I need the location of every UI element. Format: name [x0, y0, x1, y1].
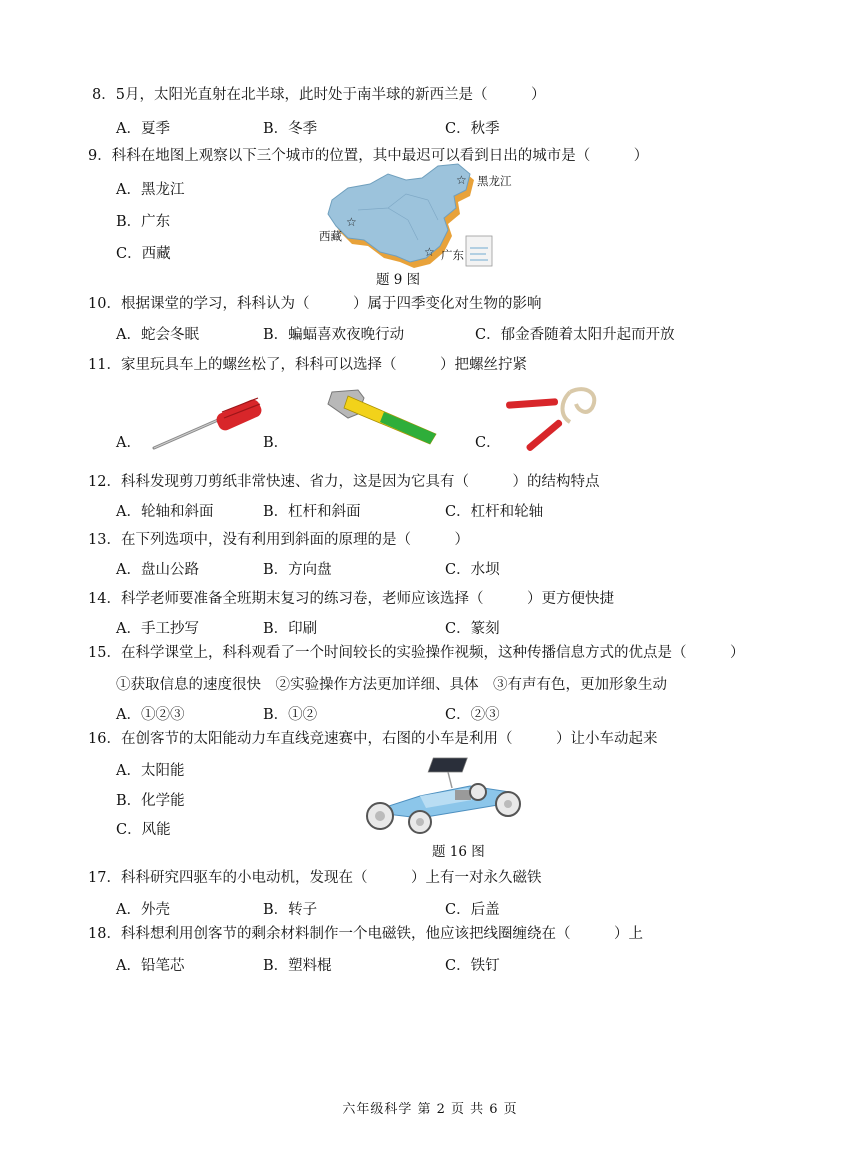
- question-15-stem: 15．在科学课堂上，科科观看了一个时间较长的实验操作视频，这种传播信息方式的优点是（ ）: [88, 645, 745, 661]
- question-14-stem: 14．科学老师要准备全班期末复习的练习卷，老师应该选择（ ）更方便快捷: [88, 591, 614, 607]
- q9-option-c[interactable]: C．西藏: [116, 246, 171, 262]
- china-map-figure: [318, 160, 498, 270]
- q9-option-a[interactable]: A．黑龙江: [116, 182, 185, 198]
- q11-option-a[interactable]: A．: [116, 435, 141, 451]
- screwdriver-icon: [148, 398, 268, 453]
- q17-option-c[interactable]: C．后盖: [445, 902, 500, 918]
- map-label-xizang: 西藏: [319, 229, 342, 243]
- question-9-stem: 9．科科在地图上观察以下三个城市的位置，其中最迟可以看到日出的城市是（ ）: [88, 148, 649, 164]
- map-label-guangdong: 广东: [441, 248, 464, 262]
- q8-option-b[interactable]: B．冬季: [263, 121, 318, 137]
- q18-option-c[interactable]: C．铁钉: [445, 958, 500, 974]
- q16-option-a[interactable]: A．太阳能: [116, 763, 185, 779]
- hammer-icon: [318, 388, 448, 448]
- q8-option-c[interactable]: C．秋季: [445, 121, 500, 137]
- question-8-stem: 8．5月，太阳光直射在北半球，此时处于南半球的新西兰是（ ）: [92, 87, 546, 103]
- q10-option-c[interactable]: C．郁金香随着太阳升起而开放: [475, 327, 675, 343]
- star-guangdong-icon: ☆: [424, 245, 435, 259]
- question-16-stem: 16．在创客节的太阳能动力车直线竞速赛中，右图的小车是利用（ ）让小车动起来: [88, 731, 658, 747]
- q11-option-c[interactable]: C．: [475, 435, 501, 451]
- q14-option-c[interactable]: C．篆刻: [445, 621, 500, 637]
- q15-option-b[interactable]: B．①②: [263, 707, 318, 723]
- map-label-heilongjiang: 黑龙江: [477, 174, 512, 188]
- figure-16-caption: 题 16 图: [432, 844, 485, 860]
- q9-option-b[interactable]: B．广东: [116, 214, 171, 230]
- pliers-icon: [500, 382, 610, 462]
- q14-option-b[interactable]: B．印刷: [263, 621, 318, 637]
- solar-car-figure: [360, 756, 530, 836]
- question-12-stem: 12．科科发现剪刀剪纸非常快速、省力，这是因为它具有（ ）的结构特点: [88, 474, 600, 490]
- q14-option-a[interactable]: A．手工抄写: [116, 621, 199, 637]
- q11-option-b[interactable]: B．: [263, 435, 289, 451]
- q8-option-a[interactable]: A．夏季: [116, 121, 170, 137]
- star-heilongjiang-icon: ☆: [456, 173, 467, 187]
- q16-option-b[interactable]: B．化学能: [116, 793, 185, 809]
- q12-option-b[interactable]: B．杠杆和斜面: [263, 504, 361, 520]
- q15-option-c[interactable]: C．②③: [445, 707, 500, 723]
- q13-option-a[interactable]: A．盘山公路: [116, 562, 199, 578]
- q18-option-b[interactable]: B．塑料棍: [263, 958, 332, 974]
- question-17-stem: 17．科科研究四驱车的小电动机，发现在（ ）上有一对永久磁铁: [88, 870, 542, 886]
- q18-option-a[interactable]: A．铅笔芯: [116, 958, 185, 974]
- q12-option-c[interactable]: C．杠杆和轮轴: [445, 504, 544, 520]
- q15-option-a[interactable]: A．①②③: [116, 707, 185, 723]
- question-13-stem: 13．在下列选项中，没有利用到斜面的原理的是（ ）: [88, 532, 469, 548]
- question-10-stem: 10．根据课堂的学习，科科认为（ ）属于四季变化对生物的影响: [88, 296, 542, 312]
- question-11-stem: 11．家里玩具车上的螺丝松了，科科可以选择（ ）把螺丝拧紧: [88, 357, 527, 373]
- q10-option-b[interactable]: B．蝙蝠喜欢夜晚行动: [263, 327, 405, 343]
- star-xizang-icon: ☆: [346, 215, 357, 229]
- q17-option-b[interactable]: B．转子: [263, 902, 318, 918]
- page-footer: 六年级科学 第 2 页 共 6 页: [342, 1102, 518, 1117]
- q13-option-c[interactable]: C．水坝: [445, 562, 500, 578]
- q12-option-a[interactable]: A．轮轴和斜面: [116, 504, 214, 520]
- figure-9-caption: 题 9 图: [376, 272, 421, 288]
- q17-option-a[interactable]: A．外壳: [116, 902, 170, 918]
- q15-statements: ①获取信息的速度很快 ②实验操作方法更加详细、具体 ③有声有色，更加形象生动: [116, 677, 667, 693]
- q16-option-c[interactable]: C．风能: [116, 822, 171, 838]
- q13-option-b[interactable]: B．方向盘: [263, 562, 332, 578]
- question-18-stem: 18．科科想利用创客节的剩余材料制作一个电磁铁，他应该把线圈缠绕在（ ）上: [88, 926, 643, 942]
- q10-option-a[interactable]: A．蛇会冬眠: [116, 327, 199, 343]
